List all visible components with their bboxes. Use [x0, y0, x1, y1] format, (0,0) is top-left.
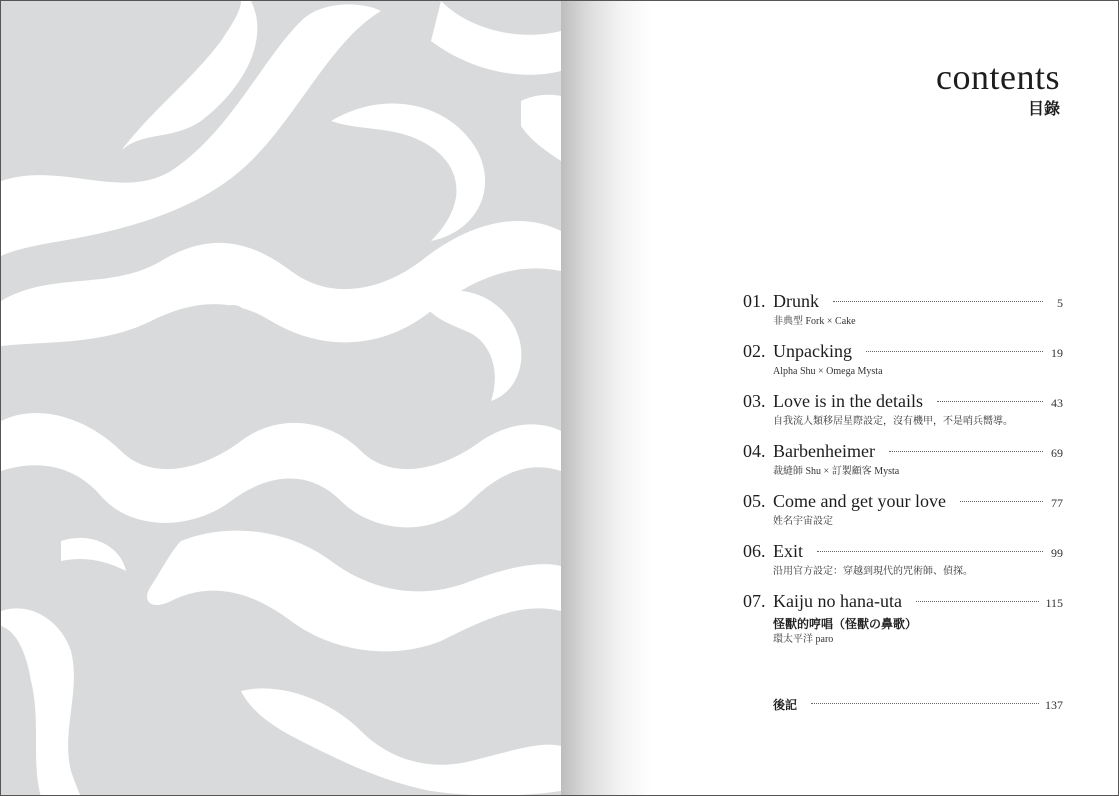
dot-leader — [960, 501, 1043, 502]
entry-subtitle: 姓名宇宙設定 — [773, 516, 833, 527]
entry-subtitle-zh: 怪獸的哼唱（怪獸の鼻歌） — [773, 617, 918, 631]
entry-title: Unpacking — [773, 341, 852, 361]
dot-leader — [833, 301, 1043, 302]
toc-entry[interactable] — [743, 491, 1063, 541]
entry-page: 19 — [1051, 346, 1063, 360]
toc-entry[interactable] — [743, 541, 1063, 591]
entry-page: 43 — [1051, 396, 1063, 410]
toc-list — [743, 291, 1063, 661]
entry-subtitle: 裁縫師 Shu × 訂製顧客 Mysta — [773, 466, 900, 477]
entry-page: 5 — [1057, 296, 1063, 310]
marbled-art-page — [1, 1, 561, 796]
entry-subtitle: 沿用官方設定：穿越到現代的咒術師、偵探。 — [773, 566, 973, 577]
contents-title-zh: 目錄 — [1027, 99, 1060, 118]
entry-title: Exit — [773, 541, 803, 561]
contents-heading — [936, 57, 1060, 119]
toc-entry[interactable] — [743, 591, 1063, 661]
entry-subtitle: 環太平洋 paro — [773, 634, 834, 645]
afterword-label: 後記 — [773, 698, 798, 712]
toc-entry-afterword[interactable] — [773, 696, 1063, 713]
entry-page: 115 — [1045, 596, 1063, 610]
entry-number: 01. — [743, 291, 766, 311]
entry-subtitle: 非典型 Fork × Cake — [773, 316, 856, 327]
toc-entry[interactable] — [743, 391, 1063, 441]
entry-page: 69 — [1051, 446, 1063, 460]
entry-page: 99 — [1051, 546, 1063, 560]
toc-entry[interactable] — [743, 291, 1063, 341]
dot-leader — [916, 601, 1039, 602]
contents-title: contents — [936, 57, 1060, 97]
entry-number: 02. — [743, 341, 766, 361]
entry-subtitle: Alpha Shu × Omega Mysta — [773, 366, 883, 377]
entry-title: Drunk — [773, 291, 819, 311]
afterword-page: 137 — [1045, 698, 1063, 712]
dot-leader — [889, 451, 1043, 452]
marble-pattern-image — [1, 1, 561, 796]
entry-number: 06. — [743, 541, 766, 561]
contents-page — [561, 1, 1119, 796]
entry-number: 05. — [743, 491, 766, 511]
entry-subtitle: 自我流人類移居星際設定，沒有機甲，不是哨兵嚮導。 — [773, 416, 1013, 427]
entry-page: 77 — [1051, 496, 1063, 510]
entry-title: Barbenheimer — [773, 441, 875, 461]
entry-title: Come and get your love — [773, 491, 946, 511]
dot-leader — [817, 551, 1043, 552]
entry-title: Love is in the details — [773, 391, 923, 411]
entry-number: 03. — [743, 391, 766, 411]
dot-leader — [866, 351, 1043, 352]
entry-number: 04. — [743, 441, 766, 461]
dot-leader — [937, 401, 1043, 402]
dot-leader — [811, 703, 1039, 704]
entry-title: Kaiju no hana-uta — [773, 591, 902, 611]
toc-entry[interactable] — [743, 441, 1063, 491]
toc-entry[interactable] — [743, 341, 1063, 391]
entry-number: 07. — [743, 591, 766, 611]
